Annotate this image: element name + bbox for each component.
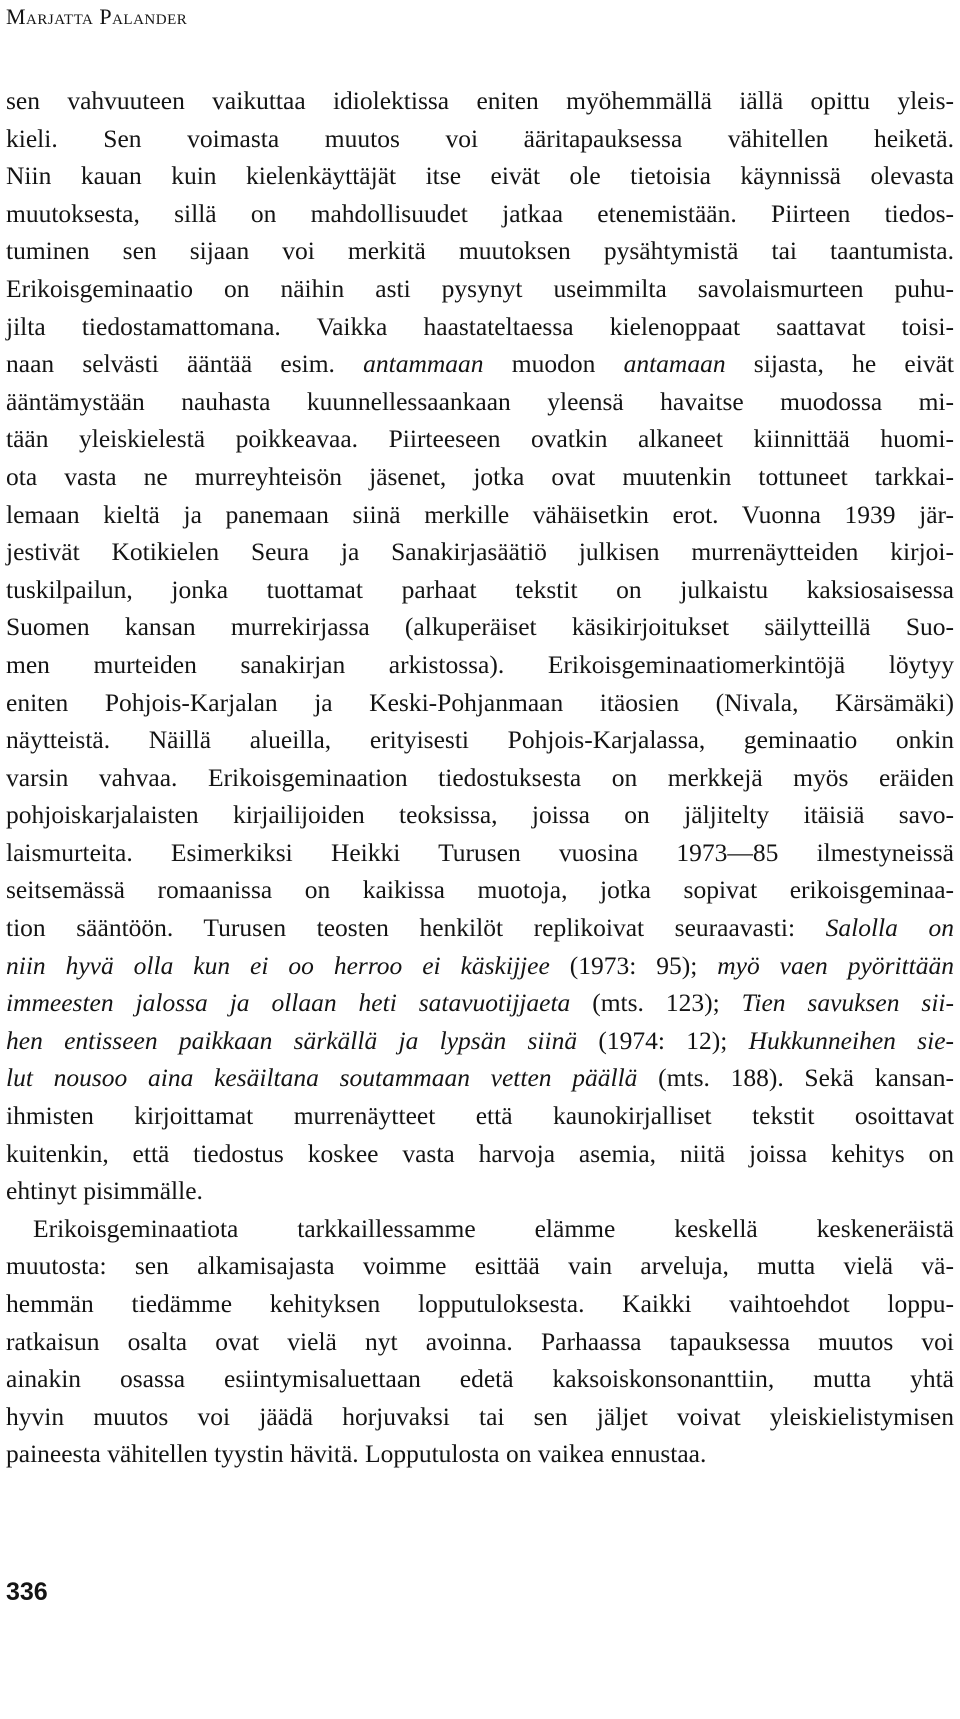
text-line — [6, 533, 954, 571]
text-line — [6, 82, 954, 120]
text-segment: näytteistä. Näillä alueilla, erityisesti Pohjois-Karjalassa, geminaatio onkin — [6, 725, 954, 755]
text-segment: men murteiden sanakirjan arkistossa). Erikoisgeminaatiomerkintöjä löytyy — [6, 649, 954, 679]
text-segment: Erikoisgeminaatiota tarkkaillessamme elämme keskellä keskeneräistä — [33, 1213, 954, 1243]
text-line — [6, 1059, 954, 1097]
italic-example-text: Salolla on — [825, 913, 954, 943]
text-segment: (1974: 12); — [577, 1025, 749, 1055]
text-line — [6, 796, 954, 834]
text-segment: sijasta, he eivät — [725, 349, 954, 379]
text-segment: (mts. 188). Sekä kansan- — [637, 1063, 955, 1093]
text-line — [6, 308, 954, 346]
text-segment: hyvin muutos voi jäädä horjuvaksi tai sen jäljet voivat yleiskielistymisen — [6, 1401, 954, 1431]
text-line — [6, 458, 954, 496]
text-line — [6, 1323, 954, 1361]
text-segment: (mts. 123); — [570, 988, 742, 1018]
text-segment: tuskilpailun, jonka tuottamat parhaat tekstit on julkaistu kaksiosaisessa — [6, 574, 954, 604]
text-segment: muutosta: sen alkamisajasta voimme esittää vain arveluja, mutta vielä vä- — [6, 1251, 954, 1281]
text-segment: ääntämystään nauhasta kuunnellessaankaan yleensä havaitse muodossa mi- — [6, 386, 954, 416]
text-segment: ihmisten kirjoittamat murrenäytteet että kaunokirjalliset tekstit osoittavat — [6, 1101, 954, 1131]
text-line — [6, 420, 954, 458]
text-line — [6, 1210, 954, 1248]
italic-example-text: Tien savuksen sii- — [741, 988, 954, 1018]
text-line — [6, 232, 954, 270]
text-segment: Erikoisgeminaatio on näihin asti pysynyt useimmilta savolaismurteen puhu- — [6, 273, 954, 303]
text-line — [6, 1247, 954, 1285]
text-segment: ainakin osassa esiintymisaluettaan edetä kaksoiskonsonanttiin, mutta yhtä — [6, 1364, 954, 1394]
text-line — [6, 759, 954, 797]
text-line — [6, 496, 954, 534]
text-segment: hemmän tiedämme kehityksen lopputuloksesta. Kaikki vaihtoehdot loppu- — [6, 1289, 954, 1318]
italic-example-text: hen entisseen paikkaan särkällä ja lypsän siinä — [6, 1025, 578, 1055]
italic-example-text: niin hyvä olla kun ei oo herroo ei käskijjee — [6, 950, 550, 980]
text-line — [6, 984, 954, 1022]
text-line — [6, 1135, 954, 1173]
text-segment: Niin kauan kuin kielenkäyttäjät itse eivät ole tietoisia käynnissä olevasta — [6, 161, 954, 191]
text-line — [6, 1360, 954, 1398]
text-segment: (1973: 95); — [549, 950, 718, 980]
text-line — [6, 721, 954, 759]
text-line — [6, 157, 954, 195]
text-segment: paineesta vähitellen tyystin hävitä. Lopputulosta on vaikea ennustaa. — [6, 1439, 707, 1469]
text-segment: seitsemässä romaanissa on kaikissa muotoja, jotka sopivat erikoisgeminaa- — [6, 875, 954, 905]
text-line — [6, 834, 954, 872]
text-line — [6, 1435, 954, 1473]
italic-example-text: lut nousoo aina kesäiltana soutammaan vetten päällä — [6, 1063, 638, 1093]
text-segment: tuminen sen sijaan voi merkitä muutoksen pysähtymistä tai taantumista. — [6, 236, 954, 266]
text-segment: laismurteita. Esimerkiksi Heikki Turusen vuosina 1973—85 ilmestyneissä — [6, 837, 954, 867]
italic-example-text: immeesten jalossa ja ollaan heti satavuotijjaeta — [6, 988, 571, 1018]
text-segment: kieli. Sen voimasta muutos voi ääritapauksessa vähitellen heiketä. — [6, 123, 954, 153]
text-segment: tään yleiskielestä poikkeavaa. Piirteeseen ovatkin alkaneet kiinnittää huomi- — [6, 424, 954, 454]
italic-example-text: Hukkunneihen sie- — [748, 1025, 955, 1055]
text-segment: muodon — [483, 349, 624, 379]
text-line — [6, 1172, 954, 1210]
text-line — [6, 571, 954, 609]
text-segment: ratkaisun osalta ovat vielä nyt avoinna. Parhaassa tapauksessa muutos voi — [6, 1326, 954, 1356]
text-segment: naan selvästi ääntää esim. — [6, 349, 364, 379]
text-segment: tion sääntöön. Turusen teosten henkilöt replikoivat seuraavasti: — [6, 913, 826, 943]
text-line — [6, 195, 954, 233]
text-line — [6, 1097, 954, 1135]
running-head: Marjatta Palander — [6, 4, 188, 29]
text-line — [6, 646, 954, 684]
text-line — [6, 909, 954, 947]
text-segment: pohjoiskarjalaisten kirjailijoiden teoksissa, joissa on jäljitelty itäisiä savo- — [6, 800, 954, 830]
italic-example-text: antamaan — [623, 349, 726, 379]
italic-example-text: myö vaen pyörittään — [717, 950, 954, 980]
body-text — [6, 82, 954, 1473]
text-line — [6, 684, 954, 722]
text-line — [6, 270, 954, 308]
text-segment: kuitenkin, että tiedostus koskee vasta harvoja asemia, niitä joissa kehitys on — [6, 1138, 954, 1168]
text-segment: jilta tiedostamattomana. Vaikka haastateltaessa kielenoppaat saattavat toisi- — [6, 311, 954, 341]
text-segment: sen vahvuuteen vaikuttaa idiolektissa eniten myöhemmällä iällä opittu yleis- — [6, 86, 954, 115]
text-line — [6, 1285, 954, 1323]
text-segment: Suomen kansan murrekirjassa (alkuperäiset käsikirjoitukset säilytteillä Suo- — [6, 612, 954, 642]
italic-example-text: antammaan — [363, 349, 484, 379]
text-line — [6, 383, 954, 421]
text-segment: varsin vahvaa. Erikoisgeminaation tiedostuksesta on merkkejä myös eräiden — [6, 762, 954, 792]
text-segment: ehtinyt pisimmälle. — [6, 1176, 203, 1206]
text-line — [6, 947, 954, 985]
text-line — [6, 1398, 954, 1436]
text-line — [6, 120, 954, 158]
text-segment: ota vasta ne murreyhteisön jäsenet, jotka ovat muutenkin tottuneet tarkkai- — [6, 461, 954, 491]
page-number: 336 — [6, 1578, 48, 1606]
text-line — [6, 871, 954, 909]
text-line — [6, 1022, 954, 1060]
text-line — [6, 345, 954, 383]
text-segment: lemaan kieltä ja panemaan siinä merkille vähäisetkin erot. Vuonna 1939 jär- — [6, 499, 954, 529]
text-segment: jestivät Kotikielen Seura ja Sanakirjasäätiö julkisen murrenäytteiden kirjoi- — [6, 537, 954, 567]
text-segment: eniten Pohjois-Karjalan ja Keski-Pohjanmaan itäosien (Nivala, Kärsämäki) — [6, 687, 954, 717]
text-line — [6, 608, 954, 646]
text-segment: muutoksesta, sillä on mahdollisuudet jatkaa etenemistään. Piirteen tiedos- — [6, 198, 954, 228]
